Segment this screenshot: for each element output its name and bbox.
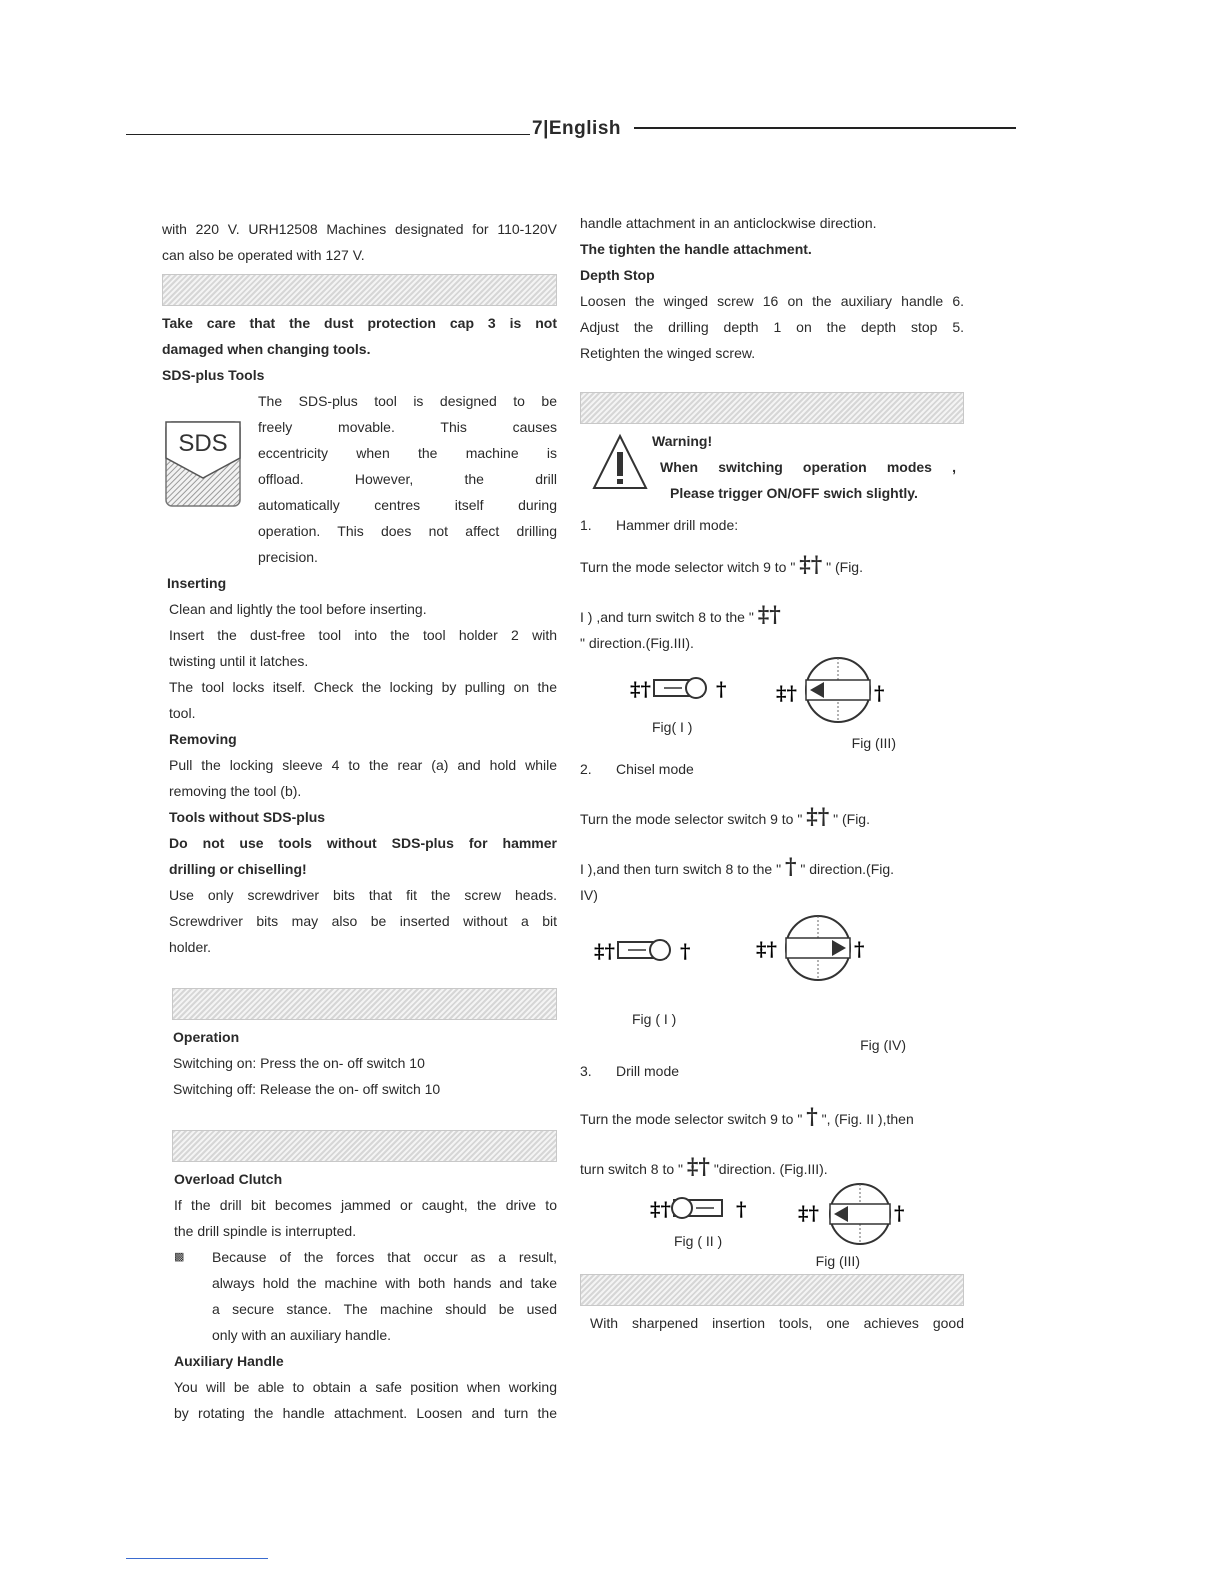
band-label-putting — [173, 994, 308, 1010]
hammer-drill-symbol-icon: ‡† — [806, 804, 830, 830]
without-text-3: holder. — [169, 939, 212, 955]
band-label-working — [173, 1136, 300, 1152]
switching-off-text: Switching off: Release the on- off switch 10 — [173, 1081, 441, 1097]
header-rule-right — [634, 127, 1016, 129]
sds-text-6: operation. This does not affect drilling — [258, 523, 557, 539]
section-band-sharpening — [580, 1274, 964, 1306]
mode3-number: 3. — [580, 1063, 592, 1079]
clutch-text-2: the drill spindle is interrupted. — [174, 1223, 357, 1239]
svg-text:‡†: ‡† — [776, 681, 797, 705]
operation-heading: Operation — [173, 1029, 240, 1045]
page-header: 7|English — [532, 118, 621, 139]
tool-warning-1: Take care that the dust protection cap 3 is not — [162, 315, 557, 331]
chisel-symbol-icon: † — [784, 854, 797, 880]
depth-text-1: Loosen the winged screw 16 on the auxiliary handle 6. — [580, 293, 964, 309]
mode1-text-b1: I ) ,and turn switch 8 to the " — [580, 609, 754, 625]
chisel-symbol-icon: † — [806, 1104, 818, 1130]
mode2-figures — [580, 908, 964, 1006]
mode2-title: Chisel mode — [616, 761, 694, 777]
sds-text-2: freely movable. This causes — [258, 419, 557, 435]
mode3-title: Drill mode — [616, 1063, 680, 1079]
bullet-text-1: Because of the forces that occur as a result, — [212, 1249, 557, 1265]
warning-title: Warning! — [652, 433, 713, 449]
inserting-text-2: Insert the dust-free tool into the tool holder 2 with — [169, 627, 557, 643]
sds-text-4: offload. However, the drill — [258, 471, 557, 487]
inserting-heading: Inserting — [167, 575, 227, 591]
inserting-text-4: The tool locks itself. Check the locking by pulling on the — [169, 679, 557, 695]
sds-text-5: automatically centres itself during — [258, 497, 557, 513]
mode2-text-a2: " (Fig. — [833, 811, 870, 827]
fig1-label: Fig( I ) — [652, 719, 693, 735]
depth-text-3: Retighten the winged screw. — [580, 345, 756, 361]
inserting-text-5: tool. — [169, 705, 196, 721]
sds-description — [258, 388, 557, 570]
bullet-text-2: always hold the machine with both hands and take — [212, 1275, 557, 1291]
without-text-2: Screwdriver bits may also be inserted without a bit — [169, 913, 557, 929]
mode1-text-a2: " (Fig. — [826, 559, 863, 575]
without-warning-1: Do not use tools without SDS-plus for hammer — [169, 835, 557, 851]
warning-triangle-icon — [590, 432, 650, 492]
dial-fig3b-icon — [798, 1178, 918, 1258]
switch-slide-fig1b-icon — [594, 930, 714, 970]
sharpen-text: With sharpened insertion tools, one achieves good — [590, 1315, 964, 1331]
mode3-figures — [580, 1182, 964, 1260]
tighten-text: The tighten the handle attachment. — [580, 241, 812, 257]
svg-text:‡†: ‡† — [630, 677, 651, 701]
switch-slide-fig1-icon — [630, 668, 750, 708]
fig1b-label: Fig ( I ) — [632, 1011, 677, 1027]
sds-block — [162, 388, 557, 570]
svg-text:‡†: ‡† — [650, 1197, 671, 1221]
hammer-drill-symbol-icon: ‡† — [686, 1154, 710, 1180]
svg-text:†: † — [874, 681, 885, 705]
fig3b-label: Fig (III) — [815, 1253, 860, 1269]
dial-fig3-icon — [776, 646, 896, 736]
mode1-title: Hammer drill mode: — [616, 517, 739, 533]
hammer-drill-symbol-icon: ‡† — [757, 602, 781, 628]
header-rule-left — [126, 134, 530, 135]
bullet-item — [174, 1244, 557, 1348]
section-band-tool-changing — [162, 274, 557, 306]
mode2-text-c: IV) — [580, 887, 598, 903]
mode2-text-a1: Turn the mode selector switch 9 to " — [580, 811, 803, 827]
section-band-working-instructions — [172, 1130, 557, 1162]
sds-logo-text: SDS — [178, 430, 228, 457]
handle-cont-text: handle attachment in an anticlockwise direction. — [580, 215, 877, 231]
overload-clutch-heading: Overload Clutch — [174, 1171, 283, 1187]
without-text-1: Use only screwdriver bits that fit the screw heads. — [169, 887, 557, 903]
auxiliary-handle-heading: Auxiliary Handle — [174, 1353, 284, 1369]
band-label-modes — [581, 398, 688, 414]
sds-text-7: precision. — [258, 549, 318, 565]
clutch-text-1: If the drill bit becomes jammed or caught, the drive to — [174, 1197, 557, 1213]
warning-line-1: When switching operation modes , — [660, 459, 956, 475]
sds-logo-icon — [162, 418, 244, 510]
band-label-sharpening — [581, 1280, 777, 1296]
fig3-label: Fig (III) — [851, 735, 896, 751]
svg-text:†: † — [894, 1201, 905, 1225]
mode1-figures — [580, 656, 964, 746]
band-label-tool-changing — [163, 280, 253, 296]
fig4-label: Fig (IV) — [860, 1037, 906, 1053]
depth-stop-heading: Depth Stop — [580, 267, 655, 283]
warning-block — [580, 428, 964, 512]
switching-on-text: Switching on: Press the on- off switch 10 — [173, 1055, 425, 1071]
removing-heading: Removing — [169, 731, 237, 747]
intro-line-2: can also be operated with 127 V. — [162, 247, 365, 263]
intro-line-1: with 220 V. URH12508 Machines designated for 110-120V — [162, 221, 557, 237]
sds-logo — [162, 388, 258, 570]
removing-text-1: Pull the locking sleeve 4 to the rear (a) and hold while — [169, 757, 557, 773]
tool-warning-2: damaged when changing tools. — [162, 341, 371, 357]
left-column — [162, 216, 557, 1426]
mode3-text-a1: Turn the mode selector switch 9 to " — [580, 1111, 803, 1127]
svg-text:†: † — [716, 677, 727, 701]
svg-text:‡†: ‡† — [756, 937, 777, 961]
svg-text:‡†: ‡† — [594, 939, 615, 963]
mode1-text-c: " direction.(Fig.III). — [580, 635, 694, 651]
warning-line-2: Please trigger ON/OFF swich slightly. — [670, 485, 918, 501]
fig2-label: Fig ( II ) — [674, 1233, 723, 1249]
aux-text-2: by rotating the handle attachment. Loosen and turn the — [174, 1405, 557, 1421]
mode3-text-b2: "direction. (Fig.III). — [713, 1161, 828, 1177]
svg-text:†: † — [854, 937, 865, 961]
dial-fig4-icon — [756, 908, 876, 1004]
svg-text:†: † — [680, 939, 691, 963]
aux-text-1: You will be able to obtain a safe position when working — [174, 1379, 557, 1395]
bullet-square-icon: ▩ — [174, 1251, 185, 1263]
svg-text:†: † — [736, 1197, 747, 1221]
inserting-text-3: twisting until it latches. — [169, 653, 309, 669]
svg-text:‡†: ‡† — [798, 1201, 819, 1225]
removing-text-2: removing the tool (b). — [169, 783, 302, 799]
depth-text-2: Adjust the drilling depth 1 on the depth stop 5. — [580, 319, 964, 335]
mode2-text-b2: " direction.(Fig. — [800, 861, 895, 877]
mode2-text-b1: I ),and then turn switch 8 to the " — [580, 861, 782, 877]
mode1-number: 1. — [580, 517, 592, 533]
right-column — [580, 210, 964, 1336]
bullet-text-4: only with an auxiliary handle. — [212, 1327, 391, 1343]
without-sds-heading: Tools without SDS-plus — [169, 809, 326, 825]
bullet-text-3: a secure stance. The machine should be used — [212, 1301, 557, 1317]
mode2-number: 2. — [580, 761, 592, 777]
sds-text-3: eccentricity when the machine is — [258, 445, 557, 461]
section-band-operating-modes — [580, 392, 964, 424]
mode1-text-a1: Turn the mode selector witch 9 to " — [580, 559, 796, 575]
switch-slide-fig2-icon — [650, 1188, 770, 1228]
without-warning-2: drilling or chiselling! — [169, 861, 307, 877]
sds-text-1: The SDS-plus tool is designed to be — [258, 393, 557, 409]
sds-heading: SDS-plus Tools — [162, 367, 265, 383]
section-band-putting-into-operation — [172, 988, 557, 1020]
hammer-drill-symbol-icon: ‡† — [799, 552, 823, 578]
mode3-text-a2: ", (Fig. II ),then — [821, 1111, 914, 1127]
footer-rule — [126, 1558, 268, 1559]
mode3-text-b1: turn switch 8 to " — [580, 1161, 684, 1177]
inserting-text-1: Clean and lightly the tool before inserting. — [169, 601, 427, 617]
